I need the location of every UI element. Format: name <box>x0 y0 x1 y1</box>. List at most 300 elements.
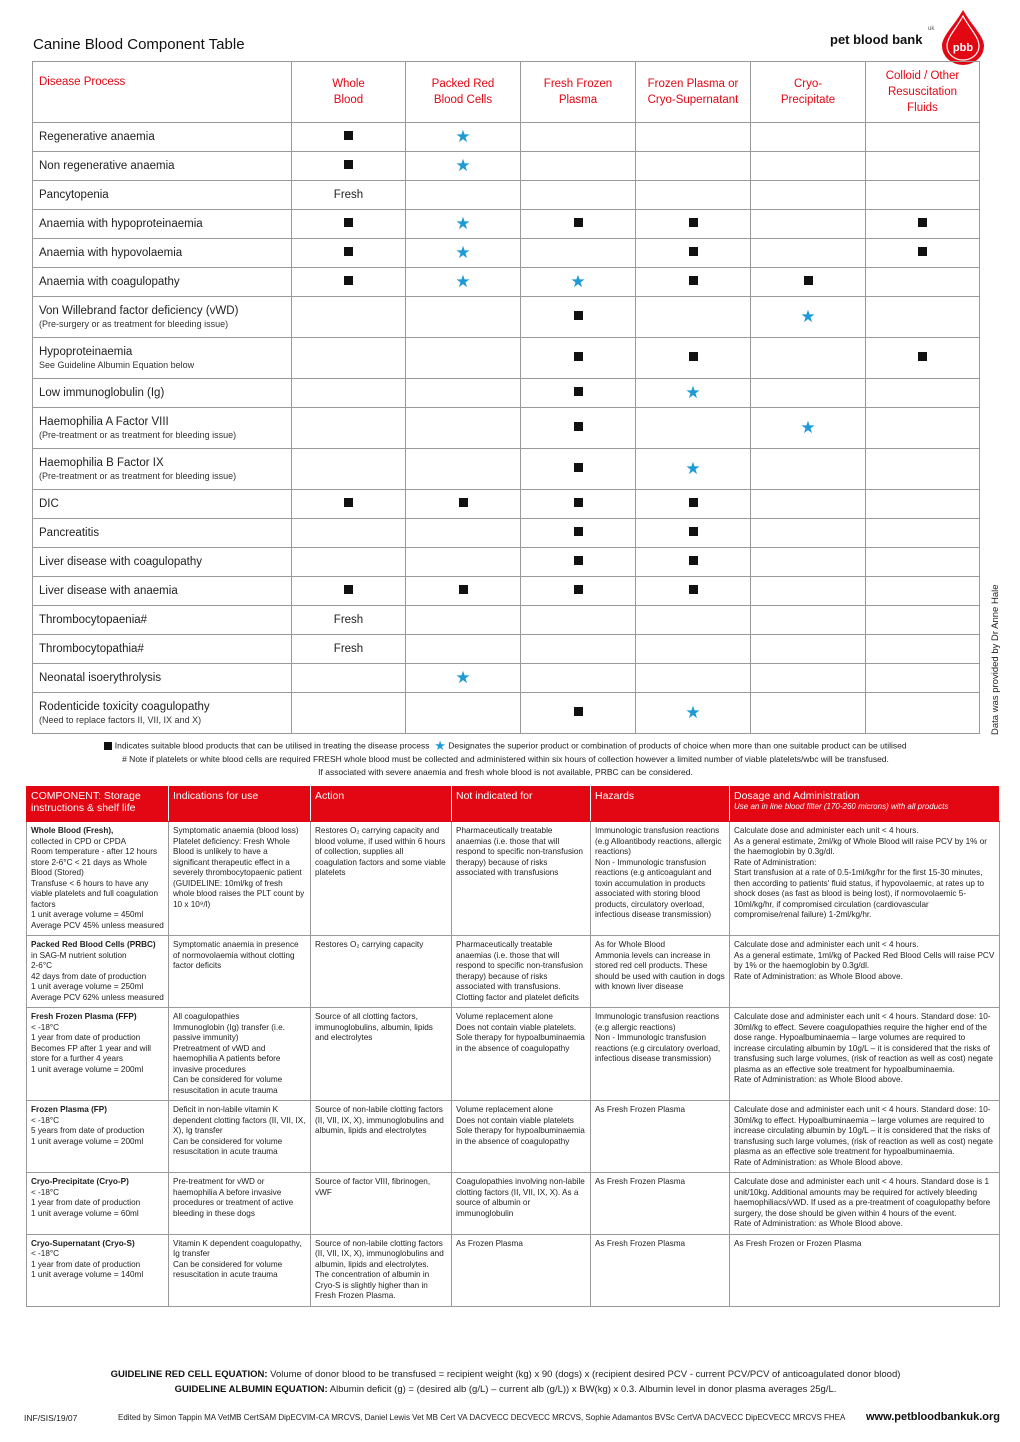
product-cell <box>866 268 980 297</box>
editors: Edited by Simon Tappin MA VetMB CertSAM DipECVIM-CA MRCVS, Daniel Lewis Vet MB Cert VA DACVECC DECVECC MRCVS, Sophie Adamantos BVSc CertVA DACVECC DipECVECC MRCVS FHEA <box>118 1413 846 1422</box>
product-cell <box>636 123 751 152</box>
component-cell <box>27 1234 169 1306</box>
square-icon <box>689 218 698 227</box>
product-cell <box>866 338 980 379</box>
product-cell <box>866 239 980 268</box>
product-cell <box>292 210 406 239</box>
product-cell <box>866 548 980 577</box>
star-icon: ★ <box>685 382 701 402</box>
disease-cell <box>33 635 292 664</box>
product-cell <box>866 408 980 449</box>
product-cell <box>406 338 521 379</box>
product-cell <box>636 577 751 606</box>
product-cell <box>636 635 751 664</box>
component-storage: in SAG-M nutrient solution 2-6°C 42 days from date of production 1 unit average volume = 250ml Average PCV 62% unless measured <box>31 950 164 1002</box>
col-header-action: Action <box>311 787 452 822</box>
product-cell <box>866 297 980 338</box>
square-icon <box>344 218 353 227</box>
product-cell <box>636 379 751 408</box>
logo-text: pet blood bank <box>830 32 923 47</box>
product-cell <box>292 123 406 152</box>
product-cell <box>406 664 521 693</box>
product-cell <box>406 123 521 152</box>
table-row <box>33 664 980 693</box>
disease-name: Liver disease with coagulopathy <box>39 556 203 568</box>
disease-cell <box>33 152 292 181</box>
component-cell <box>27 1173 169 1235</box>
disease-name: Liver disease with anaemia <box>39 585 178 597</box>
product-cell <box>751 239 866 268</box>
disease-name: Anaemia with hypoproteinaemia <box>39 218 203 230</box>
component-row <box>27 1101 1000 1173</box>
product-cell <box>751 519 866 548</box>
product-cell <box>866 693 980 734</box>
product-cell <box>866 210 980 239</box>
square-icon <box>344 131 353 140</box>
action-cell: Source of non-labile clotting factors (II, VII, IX, X), immunoglobulins and albumin, lipids and electrolytes. The concentration of albumin in Cryo-S is slightly higher than in Fresh Frozen Plasma. <box>311 1234 452 1306</box>
not-indicated-cell: Volume replacement alone Does not contain viable platelets Sole therapy for hypoalbuminaemia in the absence of coagulopathy <box>452 1101 591 1173</box>
col-header-hazards: Hazards <box>591 787 730 822</box>
product-cell <box>751 379 866 408</box>
star-icon: ★ <box>455 667 471 687</box>
component-row <box>27 1008 1000 1101</box>
product-cell <box>751 635 866 664</box>
product-cell <box>406 210 521 239</box>
product-cell <box>521 635 636 664</box>
product-cell <box>751 268 866 297</box>
disease-cell <box>33 379 292 408</box>
guideline-red-label: GUIDELINE RED CELL EQUATION: <box>110 1369 268 1380</box>
table-row <box>33 379 980 408</box>
product-cell <box>751 181 866 210</box>
disease-name: Rodenticide toxicity coagulopathy <box>39 701 210 713</box>
product-cell <box>521 181 636 210</box>
guideline-albumin-text: Albumin deficit (g) = (desired alb (g/L) – current alb (g/L)) x BW(kg) x 0.3. Albumin level in donor plasma averages 25g/L. <box>329 1384 837 1395</box>
legend <box>32 739 979 778</box>
col-header: Packed Red Blood Cells <box>406 62 521 123</box>
product-cell <box>636 239 751 268</box>
disease-name: Anaemia with hypovolaemia <box>39 247 183 259</box>
disease-name: Low immunoglobulin (Ig) <box>39 387 165 399</box>
square-icon <box>689 556 698 565</box>
logo-badge: pbb <box>952 42 974 54</box>
product-cell <box>406 519 521 548</box>
product-cell <box>636 297 751 338</box>
component-row <box>27 1173 1000 1235</box>
action-cell: Source of factor VIII, fibrinogen, vWF <box>311 1173 452 1235</box>
product-cell <box>866 635 980 664</box>
dosage-cell: Calculate dose and administer each unit < 4 hours. Standard dose: 10-30ml/kg to effect. Severe coagulopathies require the higher end of the dose range. Hypoalbuminaemia – large volumes are required to increase circulating albumin by 10g/L – it is considered that the risks of transfusing such large volumes, (risk of reaction as well as cost) negate plasma as an effective sole treatment for hypoalbuminaemia. Rate of Administration: as Whole Blood above. <box>730 1008 1000 1101</box>
product-cell <box>292 693 406 734</box>
square-icon <box>459 585 468 594</box>
not-indicated-cell: Volume replacement alone Does not contain viable platelets. Sole therapy for hypoalbuminaemia in the absence of coagulopathy <box>452 1008 591 1101</box>
dosage-cell: Calculate dose and administer each unit < 4 hours. Standard dose is 1 unit/10kg. Additional amounts may be required for actively bleeding haemophiliacs/vWD. If used as a pre-treatment of coagulopathy before surgery, the dose should be given within 4 hours of the event. Rate of Administration: as Whole Blood above. <box>730 1173 1000 1235</box>
legend-square-text: Indicates suitable blood products that can be utilised in treating the disease process <box>114 740 430 751</box>
guideline-albumin-label: GUIDELINE ALBUMIN EQUATION: <box>174 1384 328 1395</box>
component-row <box>27 1234 1000 1306</box>
product-cell <box>406 297 521 338</box>
indications-cell: Symptomatic anaemia (blood loss) Platelet deficiency: Fresh Whole Blood is unlikely to have a significant therapeutic effect in a severely thrombocytopaenic patient (GUIDELINE: 10ml/kg of fresh whole blood raises the PLT count by 10 x 10⁹/l) <box>169 822 311 936</box>
square-icon <box>689 498 698 507</box>
component-storage: collected in CPD or CPDA Room temperature - after 12 hours store 2-6°C < 21 days as Whole Blood (Stored) Transfuse < 6 hours to have any viable platelets and full coagulation factors 1 unit average volume = 450ml Average PCV 45% unless measured <box>31 836 164 930</box>
square-icon <box>344 160 353 169</box>
component-storage: < -18°C 1 year from date of production 1 unit average volume = 60ml <box>31 1187 141 1218</box>
square-icon <box>574 463 583 472</box>
product-cell <box>292 379 406 408</box>
product-cell <box>751 449 866 490</box>
table-row <box>33 152 980 181</box>
product-cell <box>292 606 406 635</box>
product-cell <box>636 490 751 519</box>
hazards-cell: Immunologic transfusion reactions (e.g allergic reactions) Non - Immunologic transfusion reactions (e.g circulatory overload, infectious disease transmission) <box>591 1008 730 1101</box>
component-name: Packed Red Blood Cells (PRBC) <box>31 940 156 949</box>
table-row <box>33 338 980 379</box>
col-header: Frozen Plasma or Cryo-Supernatant <box>636 62 751 123</box>
guideline-red-text: Volume of donor blood to be transfused = recipient weight (kg) x 90 (dogs) x (recipient desired PCV - current PCV/PCV of anticoagulated donor blood) <box>270 1369 901 1380</box>
star-icon: ★ <box>455 126 471 146</box>
disease-note: (Need to replace factors II, VII, IX and X) <box>39 715 202 725</box>
product-cell <box>751 693 866 734</box>
legend-star-text: Designates the superior product or combination of products of choice when more than one suitable product can be utilised <box>448 740 907 751</box>
disease-name: Pancreatitis <box>39 527 100 539</box>
disease-name: Haemophilia B Factor IX <box>39 457 164 469</box>
product-cell <box>636 152 751 181</box>
disease-cell <box>33 664 292 693</box>
product-cell <box>292 239 406 268</box>
indications-cell: All coagulopathies Immunoglobin (Ig) transfer (i.e. passive immunity) Pretreatment of vWD and haemophilia A patients before invasive procedures Can be considered for volume resuscitation in acute trauma <box>169 1008 311 1101</box>
dosage-cell: As Fresh Frozen or Frozen Plasma <box>730 1234 1000 1306</box>
product-cell <box>292 449 406 490</box>
product-cell <box>636 693 751 734</box>
dosage-title: Dosage and Administration <box>734 790 860 802</box>
not-indicated-cell: Coagulopathies involving non-labile clotting factors (II, VII, IX, X). As a source of albumin or immunoglobulin <box>452 1173 591 1235</box>
square-icon <box>689 527 698 536</box>
table-row <box>33 519 980 548</box>
product-cell <box>751 577 866 606</box>
product-cell <box>521 519 636 548</box>
disease-cell <box>33 181 292 210</box>
star-icon: ★ <box>455 271 471 291</box>
product-cell <box>636 210 751 239</box>
product-cell <box>751 606 866 635</box>
product-text: Fresh <box>333 614 364 626</box>
product-cell <box>406 490 521 519</box>
product-cell <box>521 664 636 693</box>
product-cell <box>292 152 406 181</box>
col-header: Whole Blood <box>292 62 406 123</box>
square-icon <box>459 498 468 507</box>
square-icon <box>344 247 353 256</box>
side-credit: Data was provided by Dr Anne Hale <box>990 584 1001 735</box>
star-icon: ★ <box>800 306 816 326</box>
square-icon <box>574 311 583 320</box>
indications-cell: Deficit in non-labile vitamin K dependent clotting factors (II, VII, IX, X), Ig transfer Can be considered for volume resuscitation in acute trauma <box>169 1101 311 1173</box>
disease-cell <box>33 338 292 379</box>
dosage-subtitle: Use an in line blood filter (170-260 microns) with all products <box>734 802 949 811</box>
product-cell <box>292 548 406 577</box>
table-row <box>33 210 980 239</box>
disease-cell <box>33 606 292 635</box>
disease-name: Thrombocytopaenia# <box>39 614 148 626</box>
component-name: Whole Blood (Fresh), <box>31 826 114 835</box>
product-cell <box>292 181 406 210</box>
indications-cell: Symptomatic anaemia in presence of normovolaemia without clotting factor deficits <box>169 936 311 1008</box>
product-cell <box>292 338 406 379</box>
product-cell <box>521 606 636 635</box>
star-icon: ★ <box>434 738 446 753</box>
disease-cell <box>33 123 292 152</box>
square-icon <box>344 498 353 507</box>
product-cell <box>521 268 636 297</box>
product-cell <box>406 693 521 734</box>
table-row <box>33 490 980 519</box>
product-cell <box>406 606 521 635</box>
square-icon <box>574 218 583 227</box>
table-row <box>33 408 980 449</box>
table-row <box>33 693 980 734</box>
product-cell <box>636 519 751 548</box>
product-text: Fresh <box>333 643 364 655</box>
blood-component-table <box>32 61 980 734</box>
product-cell <box>636 408 751 449</box>
star-icon: ★ <box>455 213 471 233</box>
col-header-indications: Indications for use <box>169 787 311 822</box>
product-cell <box>292 297 406 338</box>
logo-uk: uk <box>928 26 935 32</box>
product-cell <box>292 268 406 297</box>
component-cell <box>27 1008 169 1101</box>
square-icon <box>689 352 698 361</box>
square-icon <box>574 707 583 716</box>
component-storage: < -18°C 1 year from date of production 1 unit average volume = 140ml <box>31 1249 144 1279</box>
square-icon <box>344 585 353 594</box>
action-cell: Restores O₂ carrying capacity and blood volume, if used within 6 hours of collection, supplies all coagulation factors and some viable platelets <box>311 822 452 936</box>
product-cell <box>292 577 406 606</box>
disease-cell <box>33 408 292 449</box>
square-icon <box>344 276 353 285</box>
product-cell <box>866 606 980 635</box>
component-cell <box>27 1101 169 1173</box>
product-cell <box>636 338 751 379</box>
product-cell <box>521 449 636 490</box>
product-cell <box>751 152 866 181</box>
product-cell <box>406 268 521 297</box>
product-cell <box>751 490 866 519</box>
product-cell <box>406 152 521 181</box>
legend-note-1: # Note if platelets or white blood cells are required FRESH whole blood must be collected and administered within six hours of collection however a limited number of viable platelets/wbc will be transfused. <box>122 754 889 764</box>
product-cell <box>521 379 636 408</box>
component-storage: < -18°C 1 year from date of production Becomes FP after 1 year and will store for a further 4 years 1 unit average volume = 200ml <box>31 1022 151 1074</box>
product-cell <box>521 577 636 606</box>
product-cell <box>521 693 636 734</box>
product-cell <box>636 449 751 490</box>
dosage-cell: Calculate dose and administer each unit < 4 hours. As a general estimate, 2ml/kg of Whole Blood will raise PCV by 1% or the haemoglobin by 0.3g/dl. Rate of Administration: Start transfusion at a rate of 0.5-1ml/kg/hr for the first 15-30 minutes, then according to patients' fluid status, if hypovolaemic, at rates up to shock doses (as fast as blood is being lost), if normovolaemic 5-10ml/kg/hr, if compromised circulation (cardiovascular compromise/renal failure) 1-2ml/kg/hr. <box>730 822 1000 936</box>
product-cell <box>636 548 751 577</box>
product-cell <box>866 519 980 548</box>
square-icon <box>574 422 583 431</box>
col-header-component: COMPONENT: Storage instructions & shelf life <box>27 787 169 822</box>
product-cell <box>751 664 866 693</box>
component-row <box>27 936 1000 1008</box>
table-row <box>33 577 980 606</box>
hazards-cell: As for Whole Blood Ammonia levels can increase in stored red cell products. These should be used with caution in dogs with known liver disease <box>591 936 730 1008</box>
product-cell <box>292 490 406 519</box>
square-icon <box>918 352 927 361</box>
component-row <box>27 822 1000 936</box>
col-header: Cryo- Precipitate <box>751 62 866 123</box>
product-cell <box>521 210 636 239</box>
page-title: Canine Blood Component Table <box>33 36 245 53</box>
disease-name: Von Willebrand factor deficiency (vWD) <box>39 305 239 317</box>
product-cell <box>751 123 866 152</box>
disease-cell <box>33 490 292 519</box>
product-cell <box>866 490 980 519</box>
product-cell <box>521 548 636 577</box>
component-details-table <box>26 786 1000 1307</box>
disease-cell <box>33 268 292 297</box>
square-icon <box>574 585 583 594</box>
col-header: Colloid / Other Resuscitation Fluids <box>866 62 980 123</box>
table-row <box>33 181 980 210</box>
disease-name: DIC <box>39 498 59 510</box>
product-cell <box>866 181 980 210</box>
product-cell <box>866 379 980 408</box>
square-icon <box>804 276 813 285</box>
hazards-cell: As Fresh Frozen Plasma <box>591 1173 730 1235</box>
star-icon: ★ <box>800 417 816 437</box>
blood-drop-icon <box>938 8 988 66</box>
star-icon: ★ <box>685 702 701 722</box>
disease-cell <box>33 239 292 268</box>
hazards-cell: As Fresh Frozen Plasma <box>591 1234 730 1306</box>
disease-note: (Pre-treatment or as treatment for bleeding issue) <box>39 430 237 440</box>
indications-cell: Vitamin K dependent coagulopathy, Ig transfer Can be considered for volume resuscitation in acute trauma <box>169 1234 311 1306</box>
dosage-cell: Calculate dose and administer each unit < 4 hours. Standard dose: 10-30ml/kg to effect. Hypoalbuminaemia – large volumes are required to increase circulating albumin by 10g/L – it is considered that the risks of transfusing such large volumes, (risk of reaction as well as cost) negate plasma as an effective sole treatment for hypoalbuminaemia. Rate of Administration: as Whole Blood above. <box>730 1101 1000 1173</box>
product-cell <box>521 408 636 449</box>
product-cell <box>751 338 866 379</box>
square-icon <box>689 585 698 594</box>
col-header-not-indicated: Not indicated for <box>452 787 591 822</box>
square-icon <box>574 352 583 361</box>
action-cell: Source of all clotting factors, immunoglobulins, albumin, lipids and electrolytes <box>311 1008 452 1101</box>
star-icon: ★ <box>685 458 701 478</box>
col-header: Fresh Frozen Plasma <box>521 62 636 123</box>
product-cell <box>751 408 866 449</box>
table-row <box>33 606 980 635</box>
product-cell <box>521 152 636 181</box>
product-cell <box>866 664 980 693</box>
product-cell <box>521 297 636 338</box>
component-name: Cryo-Supernatant (Cryo-S) <box>31 1238 135 1248</box>
table-row <box>33 635 980 664</box>
table-row <box>33 548 980 577</box>
indications-cell: Pre-treatment for vWD or haemophilia A before invasive procedures or treatment of active bleeding in these dogs <box>169 1173 311 1235</box>
product-cell <box>406 635 521 664</box>
table-row <box>33 239 980 268</box>
dosage-cell: Calculate dose and administer each unit < 4 hours. As a general estimate, 1ml/kg of Packed Red Blood Cells will raise PCV by 1% or the haemoglobin by 0.3g/dl. Rate of Administration: as Whole Blood above. <box>730 936 1000 1008</box>
product-cell <box>406 449 521 490</box>
disease-note: (Pre-surgery or as treatment for bleeding issue) <box>39 319 229 329</box>
disease-name: Thrombocytopathia# <box>39 643 144 655</box>
col-header-dosage <box>730 787 1000 822</box>
product-cell <box>636 664 751 693</box>
square-icon <box>689 247 698 256</box>
product-cell <box>521 239 636 268</box>
table-row <box>33 268 980 297</box>
table-row <box>33 123 980 152</box>
hazards-cell: Immunologic transfusion reactions (e.g Alloantibody reactions, allergic reactions) Non - Immunologic transfusion reactions (e.g anticoagulant and toxin accumulation in products associated with storing blood products, circulatory overload, infectious disease transmission) <box>591 822 730 936</box>
disease-cell <box>33 449 292 490</box>
disease-note: (Pre-treatment or as treatment for bleeding issue) <box>39 471 237 481</box>
product-cell <box>292 664 406 693</box>
product-cell <box>866 577 980 606</box>
star-icon: ★ <box>455 242 471 262</box>
hazards-cell: As Fresh Frozen Plasma <box>591 1101 730 1173</box>
disease-cell <box>33 519 292 548</box>
table-row <box>33 297 980 338</box>
disease-name: Neonatal isoerythrolysis <box>39 672 162 684</box>
product-cell <box>406 239 521 268</box>
square-icon <box>574 387 583 396</box>
product-cell <box>866 152 980 181</box>
component-storage: < -18°C 5 years from date of production 1 unit average volume = 200ml <box>31 1115 145 1146</box>
square-icon <box>689 276 698 285</box>
disease-cell <box>33 210 292 239</box>
product-cell <box>751 210 866 239</box>
disease-cell <box>33 297 292 338</box>
doc-code: INF/SIS/19/07 <box>24 1413 78 1423</box>
product-text: Fresh <box>333 189 364 201</box>
star-icon: ★ <box>455 155 471 175</box>
product-cell <box>292 635 406 664</box>
product-cell <box>751 297 866 338</box>
product-cell <box>406 548 521 577</box>
disease-name: Haemophilia A Factor VIII <box>39 416 169 428</box>
component-name: Fresh Frozen Plasma (FFP) <box>31 1012 137 1021</box>
product-cell <box>636 268 751 297</box>
product-cell <box>521 490 636 519</box>
disease-note: See Guideline Albumin Equation below <box>39 360 195 370</box>
component-name: Cryo-Precipitate (Cryo-P) <box>31 1177 129 1186</box>
disease-name: Pancytopenia <box>39 189 109 201</box>
action-cell: Source of non-labile clotting factors (II, VII, IX, X), immunoglobulins and albumin, lipids and electrolytes <box>311 1101 452 1173</box>
product-cell <box>406 408 521 449</box>
square-icon <box>918 247 927 256</box>
disease-cell <box>33 577 292 606</box>
component-cell <box>27 936 169 1008</box>
guidelines <box>32 1367 979 1397</box>
website-link[interactable]: www.petbloodbankuk.org <box>865 1411 1000 1423</box>
product-cell <box>292 519 406 548</box>
square-icon <box>918 218 927 227</box>
action-cell: Restores O₂ carrying capacity <box>311 936 452 1008</box>
disease-name: Hypoproteinaemia <box>39 346 133 358</box>
col-header: Disease Process <box>33 62 292 123</box>
product-cell <box>866 123 980 152</box>
table-row <box>33 449 980 490</box>
square-icon <box>574 556 583 565</box>
component-name: Frozen Plasma (FP) <box>31 1105 107 1114</box>
not-indicated-cell: As Frozen Plasma <box>452 1234 591 1306</box>
disease-cell <box>33 693 292 734</box>
product-cell <box>636 181 751 210</box>
not-indicated-cell: Pharmaceutically treatable anaemias (i.e. those that will respond to specific non-transfusion therapy) because of risks associated with transfusions. Clotting factor and platelet deficits <box>452 936 591 1008</box>
product-cell <box>406 181 521 210</box>
product-cell <box>521 338 636 379</box>
square-icon <box>574 527 583 536</box>
legend-note-2: If associated with severe anaemia and fresh whole blood is not available, PRBC can be considered. <box>318 766 693 777</box>
product-cell <box>636 606 751 635</box>
